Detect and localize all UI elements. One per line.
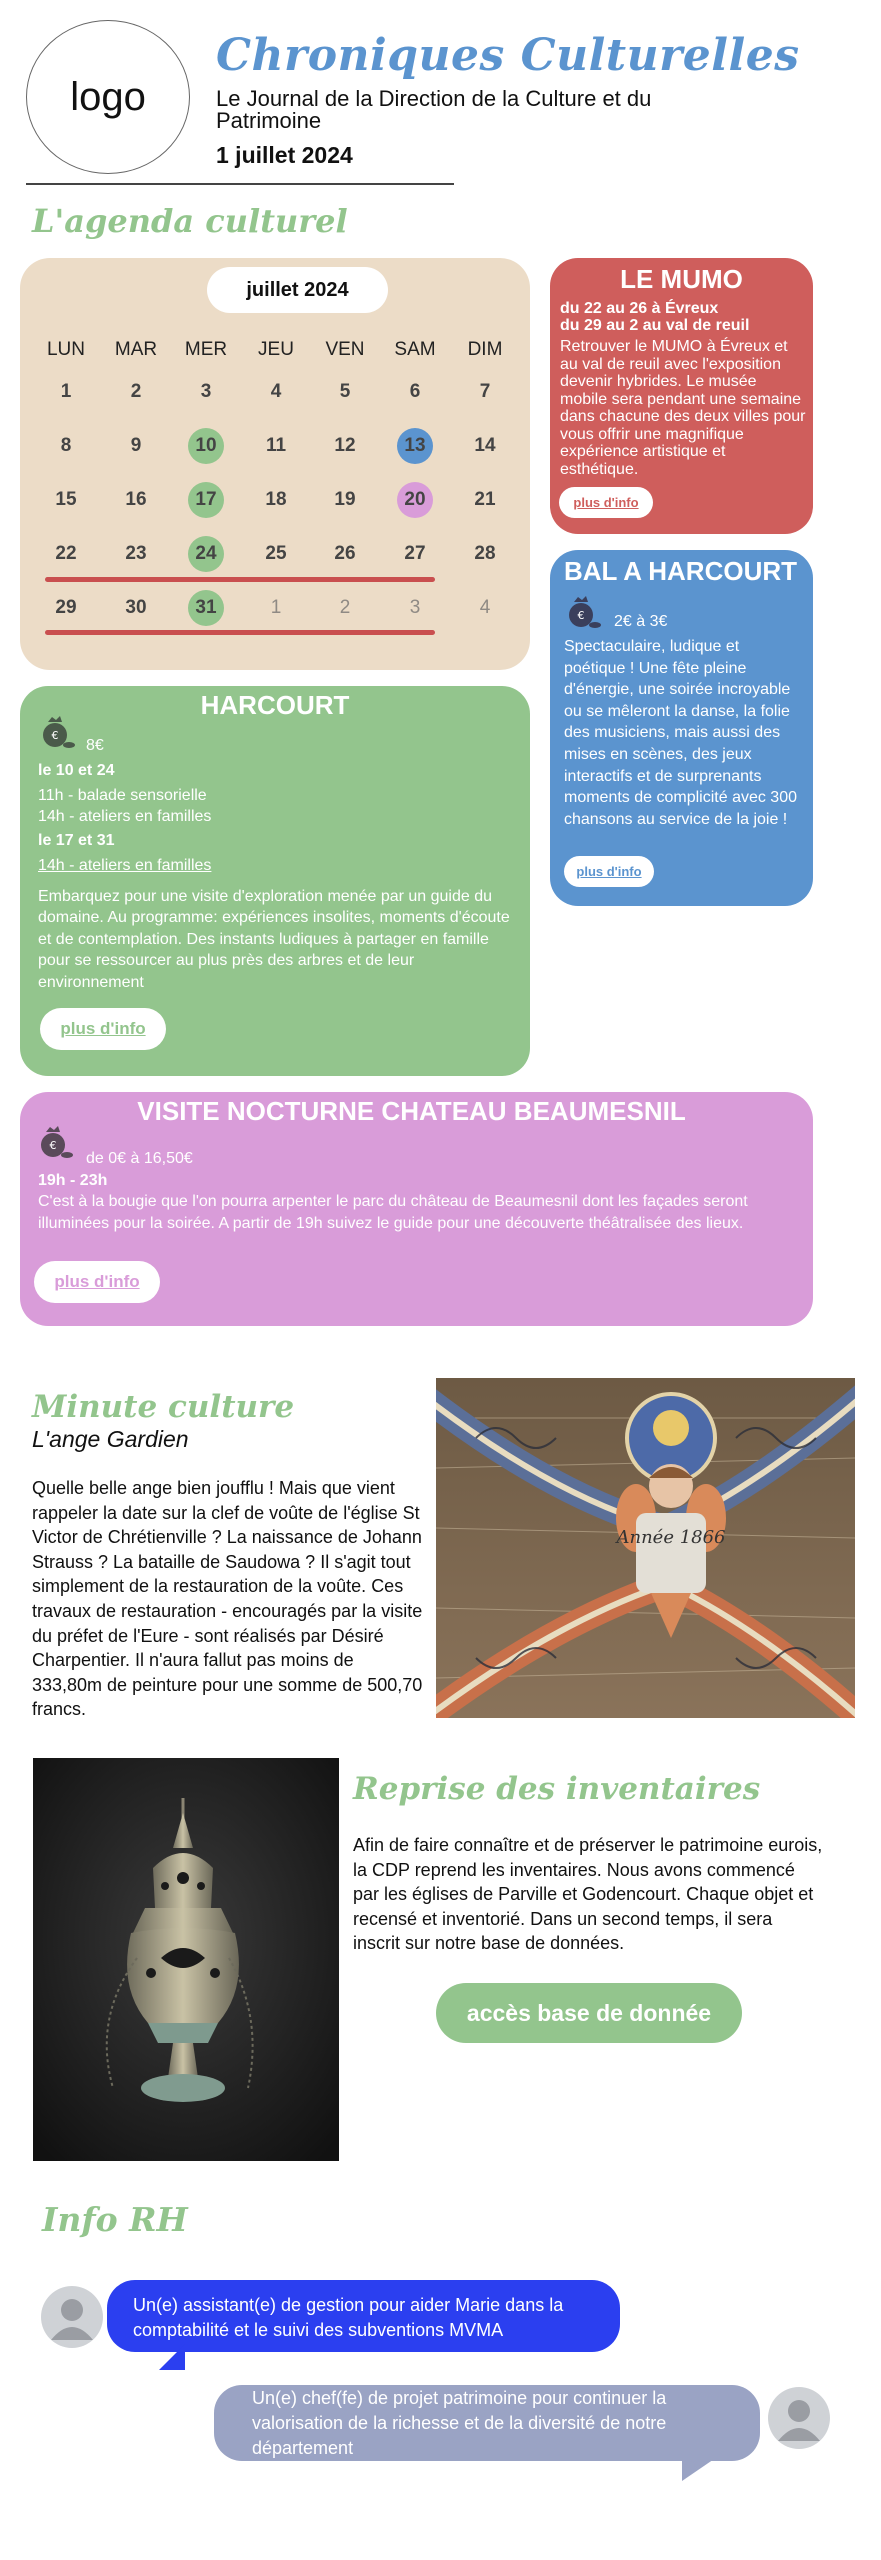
event-title: HARCOURT (200, 690, 350, 720)
schedule-title: le 10 et 24 (38, 762, 115, 779)
calendar-day[interactable]: 2 (339, 597, 351, 618)
chat-bubble-tail (682, 2455, 720, 2481)
logo-text: logo (70, 74, 146, 119)
calendar-day[interactable]: 20 (397, 482, 433, 518)
calendar-day[interactable]: 6 (409, 381, 421, 402)
calendar-day[interactable]: 27 (404, 543, 426, 564)
calendar-day[interactable]: 22 (55, 543, 77, 564)
calendar-day[interactable]: 28 (474, 543, 496, 564)
chat-bubble-tail (145, 2344, 185, 2370)
event-description: Retrouver le MUMO à Évreux et au val de reuil avec l'exposition devenir hybrides. Le musée mobile sera pendant une semaine dans chacune des deux villes pour vous offrir une magnifique expérience artistique et esthétique. (560, 338, 806, 478)
calendar-day[interactable]: 15 (55, 489, 77, 510)
event-price: 2€ à 3€ (614, 613, 668, 630)
calendar-month-label: juillet 2024 (246, 278, 349, 301)
calendar-day[interactable]: 12 (334, 435, 356, 456)
calendar-day[interactable]: 17 (188, 482, 224, 518)
agenda-heading: L'agenda culturel (32, 202, 348, 240)
chat-message-text: Un(e) assistant(e) de gestion pour aider Marie dans la comptabilité et le suivi des subventions MVMA (133, 2295, 564, 2340)
money-bag-icon (564, 594, 602, 630)
event-title: BAL A HARCOURT (564, 556, 798, 586)
calendar-day[interactable]: 9 (130, 435, 142, 456)
keystone-inscription: Année 1866 (616, 1527, 726, 1548)
minute-culture-heading: Minute culture (32, 1389, 295, 1425)
issue-date: 1 juillet 2024 (216, 142, 353, 168)
calendar-day[interactable]: 4 (270, 381, 282, 402)
more-info-button[interactable] (40, 1008, 166, 1050)
avatar-icon (41, 2286, 103, 2348)
chat-message (107, 2280, 620, 2352)
inventaires-heading: Reprise des inventaires (353, 1771, 761, 1807)
calendar-weekday: MAR (114, 339, 158, 360)
chat-message-text: Un(e) chef(fe) de projet patrimoine pour continuer la valorisation de la richesse et de la diversité de notre département (252, 2388, 667, 2458)
calendar-day[interactable]: 26 (334, 543, 356, 564)
event-card-mumo (550, 258, 813, 534)
database-access-button[interactable] (436, 1983, 742, 2043)
svg-text:€: € (577, 609, 585, 622)
more-info-button[interactable] (564, 856, 654, 887)
money-bag-icon (38, 714, 76, 750)
event-date: du 29 au 2 au val de reuil (560, 317, 750, 334)
svg-text:€: € (51, 729, 59, 742)
calendar-day[interactable]: 31 (188, 590, 224, 626)
event-time: 19h - 23h (38, 1172, 108, 1189)
site-subtitle: Le Journal de la Direction de la Culture et du Patrimoine (216, 86, 652, 133)
calendar-day[interactable]: 18 (265, 489, 287, 510)
calendar-weekday: DIM (467, 339, 503, 360)
more-info-label: plus d'info (576, 864, 642, 879)
calendar (20, 258, 530, 670)
event-title: VISITE NOCTURNE CHATEAU BEAUMESNIL (137, 1096, 686, 1126)
calendar-weekday: VEN (325, 339, 365, 360)
schedule-line: 14h - ateliers en familles (38, 808, 212, 825)
event-title: LE MUMO (620, 264, 743, 294)
more-info-label: plus d'info (54, 1272, 140, 1291)
inventaires-text: Afin de faire connaître et de préserver le patrimoine eurois, la CDP reprend les inventaires. Nous avons commencé par les églises de Parville et Godencourt. Chaque objet et recensé et inventorié. Dans un second temps, il sera inscrit sur notre base de données. (353, 1835, 823, 1954)
event-price: 8€ (86, 737, 104, 754)
calendar-day[interactable]: 24 (188, 536, 224, 572)
calendar-day[interactable]: 29 (55, 597, 77, 618)
schedule-title: le 17 et 31 (38, 832, 115, 849)
money-bag-icon (36, 1124, 74, 1160)
header-divider (26, 183, 454, 185)
calendar-day[interactable]: 13 (397, 428, 433, 464)
calendar-day[interactable]: 16 (125, 489, 147, 510)
event-description: Spectaculaire, ludique et poétique ! Une fête pleine d'énergie, une soirée incroyable ou se mêleront la danse, la folie des musiciens, mais aussi des mises en scènes, des jeux interactifs et de surprenants moments de complicité avec 300 chansons au service de la joie ! (564, 638, 797, 828)
calendar-day[interactable]: 19 (334, 489, 356, 510)
calendar-day[interactable]: 1 (270, 597, 282, 618)
event-card-bal (550, 550, 813, 906)
calendar-day[interactable]: 3 (409, 597, 421, 618)
calendar-day[interactable]: 21 (474, 489, 496, 510)
schedule-line: 11h - balade sensorielle (38, 787, 207, 804)
censer-photo (33, 1758, 339, 2161)
vault-keystone-photo (436, 1378, 855, 1718)
calendar-weekday: MER (184, 339, 228, 360)
more-info-label: plus d'info (573, 495, 639, 510)
more-info-label: plus d'info (60, 1019, 146, 1038)
more-info-button[interactable] (559, 487, 653, 518)
avatar-icon (768, 2387, 830, 2449)
event-card-harcourt (20, 686, 530, 1076)
event-card-nocturne (20, 1092, 813, 1326)
event-date: du 22 au 26 à Évreux (560, 300, 719, 317)
calendar-day[interactable]: 4 (479, 597, 491, 618)
calendar-day[interactable]: 3 (200, 381, 212, 402)
minute-culture-text: Quelle belle ange bien joufflu ! Mais que vient rappeler la date sur la clef de voûte de l'église St Victor de Chrétienville ? La naissance de Johann Strauss ? La bataille de Saudowa ? Il s'agit tout simplement de la restauration de la voûte. Ces travaux de restauration - encouragés par la visite du préfet de l'Eure - sont réalisés par Désiré Charpentier. Il n'aura fallut pas moins de 333,80m de peinture pour une somme de 500,70 francs. (32, 1478, 423, 1720)
event-description: Embarquez pour une visite d'exploration menée par un guide du domaine. Au programme: expériences insolites, moments d'écoute et de contemplation. Des instants ludiques à partager en famille pour se ressourcer au plus près des arbres et de leur environnement (38, 888, 510, 991)
calendar-day[interactable]: 14 (474, 435, 496, 456)
calendar-day[interactable]: 10 (188, 428, 224, 464)
site-title: Chroniques Culturelles (216, 30, 800, 81)
chat-message (214, 2385, 760, 2461)
calendar-day[interactable]: 7 (479, 381, 491, 402)
calendar-week-strike (45, 630, 435, 635)
calendar-day[interactable]: 30 (125, 597, 147, 618)
calendar-day[interactable]: 8 (60, 435, 72, 456)
calendar-weekday: JEU (258, 339, 294, 360)
event-description: C'est à la bougie que l'on pourra arpenter le parc du château de Beaumesnil dont les façades seront illuminées pour la soirée. A partir de 19h suivez le guide pour une découverte théâtralisée des lieux. (38, 1193, 748, 1232)
info-rh-heading: Info RH (42, 2200, 188, 2239)
calendar-day[interactable]: 2 (130, 381, 142, 402)
event-price: de 0€ à 16,50€ (86, 1150, 193, 1167)
logo (26, 20, 190, 174)
calendar-day[interactable]: 1 (60, 381, 72, 402)
schedule-line: 14h - ateliers en familles (38, 857, 212, 874)
svg-text:€: € (49, 1139, 57, 1152)
more-info-button[interactable] (34, 1261, 160, 1303)
calendar-week-strike (45, 577, 435, 582)
calendar-month (207, 267, 388, 313)
minute-culture-subheading: L'ange Gardien (32, 1426, 189, 1452)
calendar-day[interactable]: 11 (265, 435, 287, 456)
calendar-weekday: LUN (46, 339, 85, 360)
database-access-label: accès base de donnée (466, 1999, 712, 2026)
calendar-weekday: SAM (394, 339, 436, 360)
calendar-day[interactable]: 25 (265, 543, 287, 564)
calendar-day[interactable]: 23 (125, 543, 147, 564)
calendar-day[interactable]: 5 (339, 381, 351, 402)
